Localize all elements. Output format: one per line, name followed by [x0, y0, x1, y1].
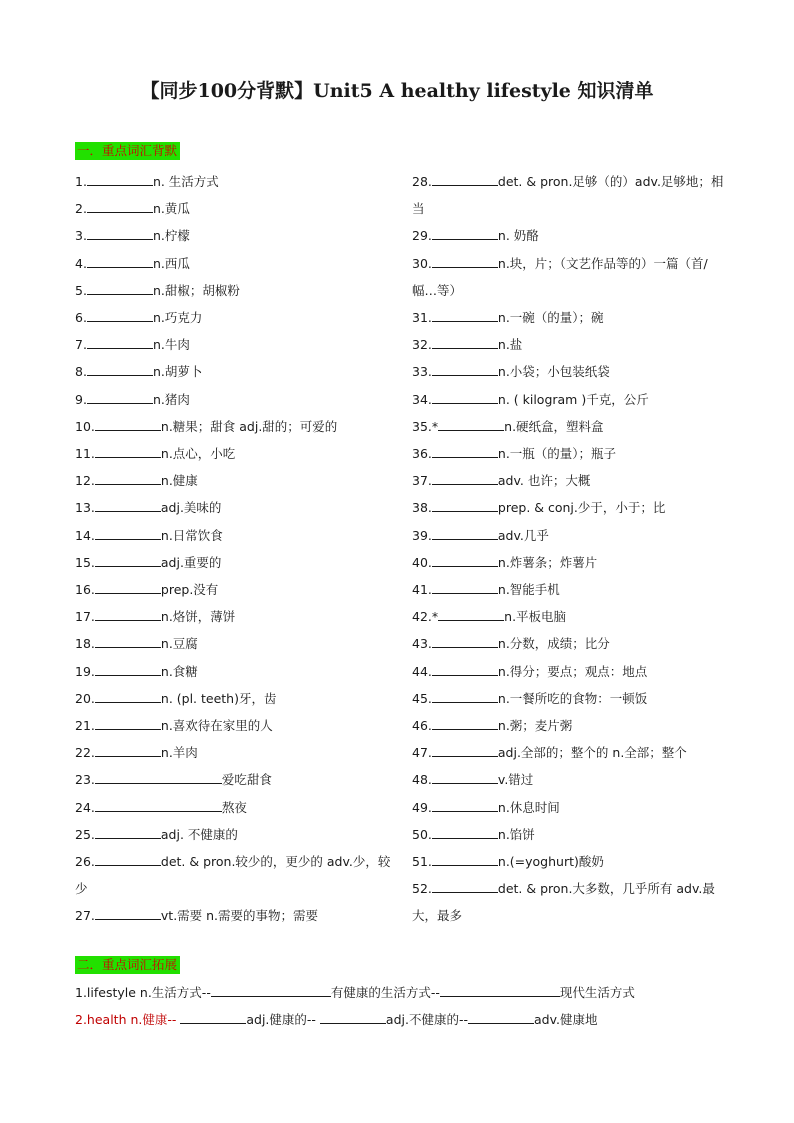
item-number: 14.	[75, 527, 95, 543]
item-number: 6.	[75, 310, 87, 326]
vocab-item	[75, 576, 395, 603]
item-number: 48.	[412, 772, 432, 788]
vocab-item	[412, 875, 727, 929]
answer-blank[interactable]	[432, 581, 498, 594]
vocab-item	[412, 386, 727, 413]
answer-blank[interactable]	[87, 391, 153, 404]
item-definition: det. & pron.较少的，更少的 adv.少，较少	[75, 854, 391, 897]
item-number: 4.	[75, 255, 87, 271]
vocab-item	[75, 603, 395, 630]
item-number: 42.*	[412, 609, 439, 625]
answer-blank[interactable]	[95, 717, 161, 730]
answer-blank[interactable]	[432, 880, 498, 893]
vocab-item	[75, 794, 395, 821]
item-definition: n. 奶酪	[497, 228, 539, 244]
item-number: 18.	[75, 636, 95, 652]
vocab-item	[75, 168, 395, 195]
section-heading-extension: 二．重点词汇拓展	[75, 956, 180, 974]
answer-blank[interactable]	[432, 227, 498, 240]
vocab-item	[412, 712, 727, 739]
answer-blank[interactable]	[95, 635, 161, 648]
vocab-item	[412, 467, 727, 494]
item-definition: adj. 不健康的	[160, 826, 238, 842]
vocab-item	[75, 549, 395, 576]
vocab-item	[75, 821, 395, 848]
item-definition: n.西瓜	[152, 255, 190, 271]
item-definition: n.柠檬	[152, 228, 190, 244]
answer-blank[interactable]	[432, 309, 498, 322]
vocab-item	[75, 630, 395, 657]
item-number: 31.	[412, 310, 432, 326]
vocab-item	[75, 658, 395, 685]
vocab-item	[412, 848, 727, 875]
answer-blank[interactable]	[95, 554, 161, 567]
item-definition: n.一餐所吃的食物：一顿饭	[497, 690, 648, 706]
vocab-item	[412, 413, 727, 440]
item-number: 38.	[412, 500, 432, 516]
extension-text: adj.不健康的--	[385, 1012, 468, 1027]
answer-blank[interactable]	[432, 690, 498, 703]
item-definition: n.智能手机	[497, 582, 560, 598]
answer-blank[interactable]	[87, 309, 153, 322]
answer-blank[interactable]	[432, 527, 498, 540]
item-number: 17.	[75, 609, 95, 625]
item-definition: v.错过	[497, 772, 534, 788]
item-number: 45.	[412, 690, 432, 706]
item-definition: n.(=yoghurt)酸奶	[497, 854, 604, 870]
answer-blank[interactable]	[468, 1011, 534, 1024]
answer-blank[interactable]	[432, 771, 498, 784]
vocab-item	[412, 821, 727, 848]
item-definition: adv.几乎	[497, 527, 549, 543]
vocab-item	[412, 168, 727, 222]
answer-blank[interactable]	[87, 282, 153, 295]
item-definition: n.得分；要点；观点：地点	[497, 663, 648, 679]
item-number: 16.	[75, 582, 95, 598]
item-definition: n.分数，成绩；比分	[497, 636, 610, 652]
answer-blank[interactable]	[95, 744, 161, 757]
extension-text: adj.健康的--	[246, 1012, 320, 1027]
item-number: 12.	[75, 473, 95, 489]
item-number: 13.	[75, 500, 95, 516]
extension-text: 1.lifestyle n.生活方式--	[75, 985, 211, 1000]
vocab-item	[412, 630, 727, 657]
answer-blank[interactable]	[432, 472, 498, 485]
item-definition: n.盐	[497, 337, 523, 353]
answer-blank[interactable]	[95, 527, 161, 540]
item-number: 8.	[75, 364, 87, 380]
item-definition: n.胡萝卜	[152, 364, 203, 380]
answer-blank[interactable]	[95, 581, 161, 594]
item-number: 29.	[412, 228, 432, 244]
item-number: 52.	[412, 881, 432, 897]
vocab-item	[412, 304, 727, 331]
item-definition: prep.没有	[160, 582, 219, 598]
item-definition: n.平板电脑	[504, 609, 567, 625]
answer-blank[interactable]	[432, 554, 498, 567]
item-number: 2.	[75, 201, 87, 217]
answer-blank[interactable]	[432, 445, 498, 458]
item-number: 27.	[75, 908, 95, 924]
item-definition: n.一碗（的量）；碗	[497, 310, 604, 326]
item-definition: vt.需要 n.需要的事物；需要	[160, 908, 319, 924]
item-definition: n. 生活方式	[152, 174, 219, 189]
extension-text: adv.健康地	[533, 1012, 598, 1027]
item-number: 32.	[412, 337, 432, 353]
item-definition: n.健康	[160, 473, 198, 489]
item-number: 19.	[75, 663, 95, 679]
vocab-item	[75, 467, 395, 494]
vocab-list-right	[412, 168, 727, 930]
item-number: 49.	[412, 799, 432, 815]
item-number: 36.	[412, 446, 432, 462]
item-number: 28.	[412, 174, 432, 189]
item-number: 11.	[75, 446, 95, 462]
answer-blank[interactable]	[438, 418, 504, 431]
item-number: 9.	[75, 391, 87, 407]
item-definition: adj.重要的	[160, 554, 222, 570]
answer-blank[interactable]	[432, 853, 498, 866]
item-number: 37.	[412, 473, 432, 489]
item-number: 5.	[75, 282, 87, 298]
vocab-item	[412, 440, 727, 467]
vocab-item	[75, 222, 395, 249]
answer-blank[interactable]	[95, 853, 161, 866]
item-definition: adj.美味的	[160, 500, 222, 516]
vocab-item	[412, 794, 727, 821]
item-definition: n.黄瓜	[152, 201, 190, 217]
extension-text: 有健康的生活方式--	[330, 985, 440, 1000]
item-number: 23.	[75, 772, 95, 788]
vocab-item	[75, 440, 395, 467]
answer-blank[interactable]	[432, 717, 498, 730]
item-number: 39.	[412, 527, 432, 543]
vocab-item	[412, 766, 727, 793]
vocab-item	[75, 331, 395, 358]
item-definition: n.硬纸盒，塑料盒	[504, 418, 604, 434]
answer-blank[interactable]	[432, 635, 498, 648]
vocab-item	[412, 222, 727, 249]
answer-blank[interactable]	[95, 472, 161, 485]
item-number: 43.	[412, 636, 432, 652]
vocab-list-left	[75, 168, 395, 930]
item-number: 22.	[75, 745, 95, 761]
answer-blank[interactable]	[432, 826, 498, 839]
item-number: 35.*	[412, 418, 439, 434]
item-definition: n.块，片；（文艺作品等的）一篇（首/幅…等）	[412, 255, 708, 298]
vocab-item	[75, 739, 395, 766]
vocab-item	[75, 277, 395, 304]
item-definition: n.羊肉	[160, 745, 198, 761]
answer-blank[interactable]	[432, 391, 498, 404]
vocab-item	[412, 549, 727, 576]
item-definition: det. & pron.足够（的）adv.足够地；相当	[412, 174, 724, 217]
item-definition: 熬夜	[221, 799, 247, 815]
vocab-item	[75, 304, 395, 331]
answer-blank[interactable]	[432, 499, 498, 512]
item-definition: n.一瓶（的量）；瓶子	[497, 446, 617, 462]
vocab-item	[75, 386, 395, 413]
item-definition: n.烙饼，薄饼	[160, 609, 236, 625]
answer-blank[interactable]	[95, 663, 161, 676]
item-definition: n.日常饮食	[160, 527, 223, 543]
vocab-item	[412, 250, 727, 304]
answer-blank[interactable]	[95, 418, 161, 431]
answer-blank[interactable]	[432, 336, 498, 349]
item-definition: 爱吃甜食	[221, 772, 272, 788]
vocab-item	[412, 494, 727, 521]
item-definition: n.豆腐	[160, 636, 198, 652]
answer-blank[interactable]	[432, 173, 498, 186]
item-number: 46.	[412, 718, 432, 734]
item-definition: adj.全部的；整个的 n.全部；整个	[497, 745, 687, 761]
vocab-item	[412, 331, 727, 358]
item-number: 20.	[75, 690, 95, 706]
vocab-item	[75, 358, 395, 385]
answer-blank[interactable]	[95, 771, 222, 784]
answer-blank[interactable]	[432, 744, 498, 757]
vocab-item	[75, 766, 395, 793]
vocab-item	[75, 902, 395, 929]
answer-blank[interactable]	[87, 200, 153, 213]
item-number: 50.	[412, 826, 432, 842]
answer-blank[interactable]	[95, 608, 161, 621]
answer-blank[interactable]	[432, 255, 498, 268]
item-definition: adv. 也许；大概	[497, 473, 591, 489]
extension-line-lifestyle	[75, 983, 635, 1003]
extension-text: 2.health n.健康--	[75, 1012, 181, 1027]
section-heading-vocab: 一．重点词汇背默	[75, 142, 180, 160]
item-number: 7.	[75, 337, 87, 353]
item-definition: n.小袋；小包装纸袋	[497, 364, 610, 380]
extension-line-health	[75, 1010, 597, 1030]
answer-blank[interactable]	[95, 445, 161, 458]
vocab-item	[75, 712, 395, 739]
answer-blank[interactable]	[87, 173, 153, 186]
item-definition: n.炸薯条；炸薯片	[497, 554, 598, 570]
vocab-item	[75, 250, 395, 277]
item-definition: n.糖果；甜食 adj.甜的；可爱的	[160, 418, 338, 434]
item-number: 15.	[75, 554, 95, 570]
item-number: 34.	[412, 391, 432, 407]
item-definition: n.休息时间	[497, 799, 560, 815]
answer-blank[interactable]	[180, 1011, 246, 1024]
answer-blank[interactable]	[87, 363, 153, 376]
answer-blank[interactable]	[440, 984, 560, 997]
item-number: 41.	[412, 582, 432, 598]
item-definition: n.巧克力	[152, 310, 203, 326]
answer-blank[interactable]	[432, 663, 498, 676]
item-number: 21.	[75, 718, 95, 734]
answer-blank[interactable]	[87, 227, 153, 240]
answer-blank[interactable]	[95, 826, 161, 839]
extension-text: 现代生活方式	[559, 985, 635, 1000]
item-definition: n.猪肉	[152, 391, 190, 407]
vocab-item	[412, 658, 727, 685]
item-number: 1.	[75, 174, 87, 189]
answer-blank[interactable]	[95, 499, 161, 512]
item-number: 25.	[75, 826, 95, 842]
answer-blank[interactable]	[87, 336, 153, 349]
vocab-item	[75, 522, 395, 549]
item-definition: n.甜椒；胡椒粉	[152, 282, 240, 298]
item-number: 3.	[75, 228, 87, 244]
item-definition: n. (pl. teeth)牙，齿	[160, 690, 277, 706]
item-definition: n.点心，小吃	[160, 446, 236, 462]
item-definition: n. ( kilogram )千克，公斤	[497, 391, 649, 407]
vocab-item	[412, 358, 727, 385]
answer-blank[interactable]	[432, 799, 498, 812]
item-definition: det. & pron.大多数，几乎所有 adv.最大，最多	[412, 881, 715, 924]
vocab-item	[412, 685, 727, 712]
answer-blank[interactable]	[95, 799, 222, 812]
item-number: 26.	[75, 854, 95, 870]
answer-blank[interactable]	[87, 255, 153, 268]
vocab-item	[75, 494, 395, 521]
answer-blank[interactable]	[432, 363, 498, 376]
answer-blank[interactable]	[95, 690, 161, 703]
vocab-item	[412, 603, 727, 630]
item-number: 51.	[412, 854, 432, 870]
vocab-item	[75, 413, 395, 440]
vocab-item	[75, 685, 395, 712]
item-definition: n.食糖	[160, 663, 198, 679]
item-number: 40.	[412, 554, 432, 570]
item-definition: prep. & conj.少于，小于；比	[497, 500, 666, 516]
answer-blank[interactable]	[438, 608, 504, 621]
answer-blank[interactable]	[320, 1011, 386, 1024]
item-definition: n.馅饼	[497, 826, 535, 842]
vocab-item	[75, 195, 395, 222]
item-number: 10.	[75, 418, 95, 434]
item-definition: n.牛肉	[152, 337, 190, 353]
item-number: 33.	[412, 364, 432, 380]
answer-blank[interactable]	[211, 984, 331, 997]
vocab-item	[412, 522, 727, 549]
vocab-item	[412, 739, 727, 766]
item-number: 24.	[75, 799, 95, 815]
item-number: 47.	[412, 745, 432, 761]
item-definition: n.粥；麦片粥	[497, 718, 573, 734]
vocab-item	[412, 576, 727, 603]
item-number: 44.	[412, 663, 432, 679]
page-title: 【同步100分背默】Unit5 A healthy lifestyle 知识清单	[140, 80, 654, 102]
item-definition: n.喜欢待在家里的人	[160, 718, 273, 734]
item-number: 30.	[412, 255, 432, 271]
answer-blank[interactable]	[95, 907, 161, 920]
vocab-item	[75, 848, 395, 902]
